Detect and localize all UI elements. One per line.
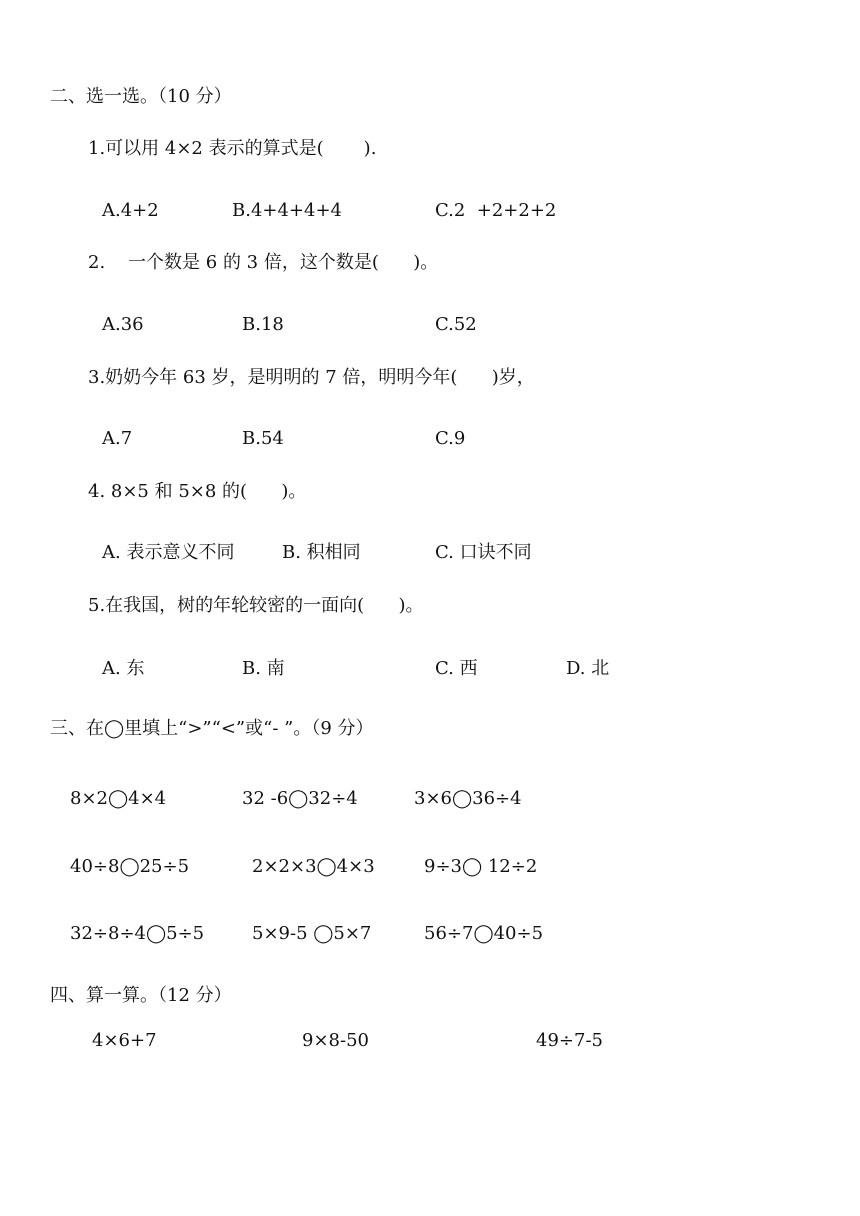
compare-item: 2×2×3◯4×3 [252, 856, 375, 877]
question-4-option-b: B. 积相同 [282, 542, 361, 563]
compare-item: 56÷7◯40÷5 [424, 923, 544, 944]
section-4-title: 四、算一算。（12 分） [50, 985, 232, 1006]
question-1-stem: 1.可以用 4×2 表示的算式是( ). [88, 138, 377, 159]
question-1-option-a: A.4+2 [102, 200, 159, 221]
question-5-option-a: A. 东 [102, 658, 145, 679]
compare-item: 5×9-5 ◯5×7 [252, 923, 372, 944]
section-3-title: 三、在◯里填上“>”“<”或“- ”。（9 分） [50, 718, 374, 739]
compare-item: 8×2◯4×4 [70, 788, 167, 809]
question-4-option-a: A. 表示意义不同 [102, 542, 235, 563]
question-4-stem: 4. 8×5 和 5×8 的( )。 [88, 481, 307, 502]
question-4-option-c: C. 口诀不同 [435, 542, 532, 563]
compare-item: 3×6◯36÷4 [414, 788, 522, 809]
compare-item: 32÷8÷4◯5÷5 [70, 923, 205, 944]
compare-item: 40÷8◯25÷5 [70, 856, 190, 877]
question-2-option-b: B.18 [242, 314, 284, 335]
compare-item: 9÷3◯ 12÷2 [424, 856, 538, 877]
question-2-option-c: C.52 [435, 314, 477, 335]
question-1-option-c: C.2 +2+2+2 [435, 200, 557, 221]
question-2-option-a: A.36 [102, 314, 144, 335]
calc-item: 49÷7-5 [536, 1030, 603, 1051]
question-3-option-a: A.7 [102, 428, 133, 449]
calc-item: 4×6+7 [92, 1030, 157, 1051]
question-1-option-b: B.4+4+4+4 [232, 200, 343, 221]
question-3-option-c: C.9 [435, 428, 466, 449]
question-3-option-b: B.54 [242, 428, 284, 449]
compare-item: 32 -6◯32÷4 [242, 788, 358, 809]
section-2-title: 二、选一选。（10 分） [50, 86, 232, 107]
calc-item: 9×8-50 [302, 1030, 369, 1051]
question-5-option-c: C. 西 [435, 658, 478, 679]
question-5-stem: 5.在我国，树的年轮较密的一面向( )。 [88, 595, 424, 616]
question-3-stem: 3.奶奶今年 63 岁，是明明的 7 倍，明明今年( )岁， [88, 367, 535, 388]
question-5-option-d: D. 北 [566, 658, 610, 679]
question-5-option-b: B. 南 [242, 658, 285, 679]
question-2-stem: 2. 一个数是 6 的 3 倍，这个数是( )。 [88, 252, 439, 273]
